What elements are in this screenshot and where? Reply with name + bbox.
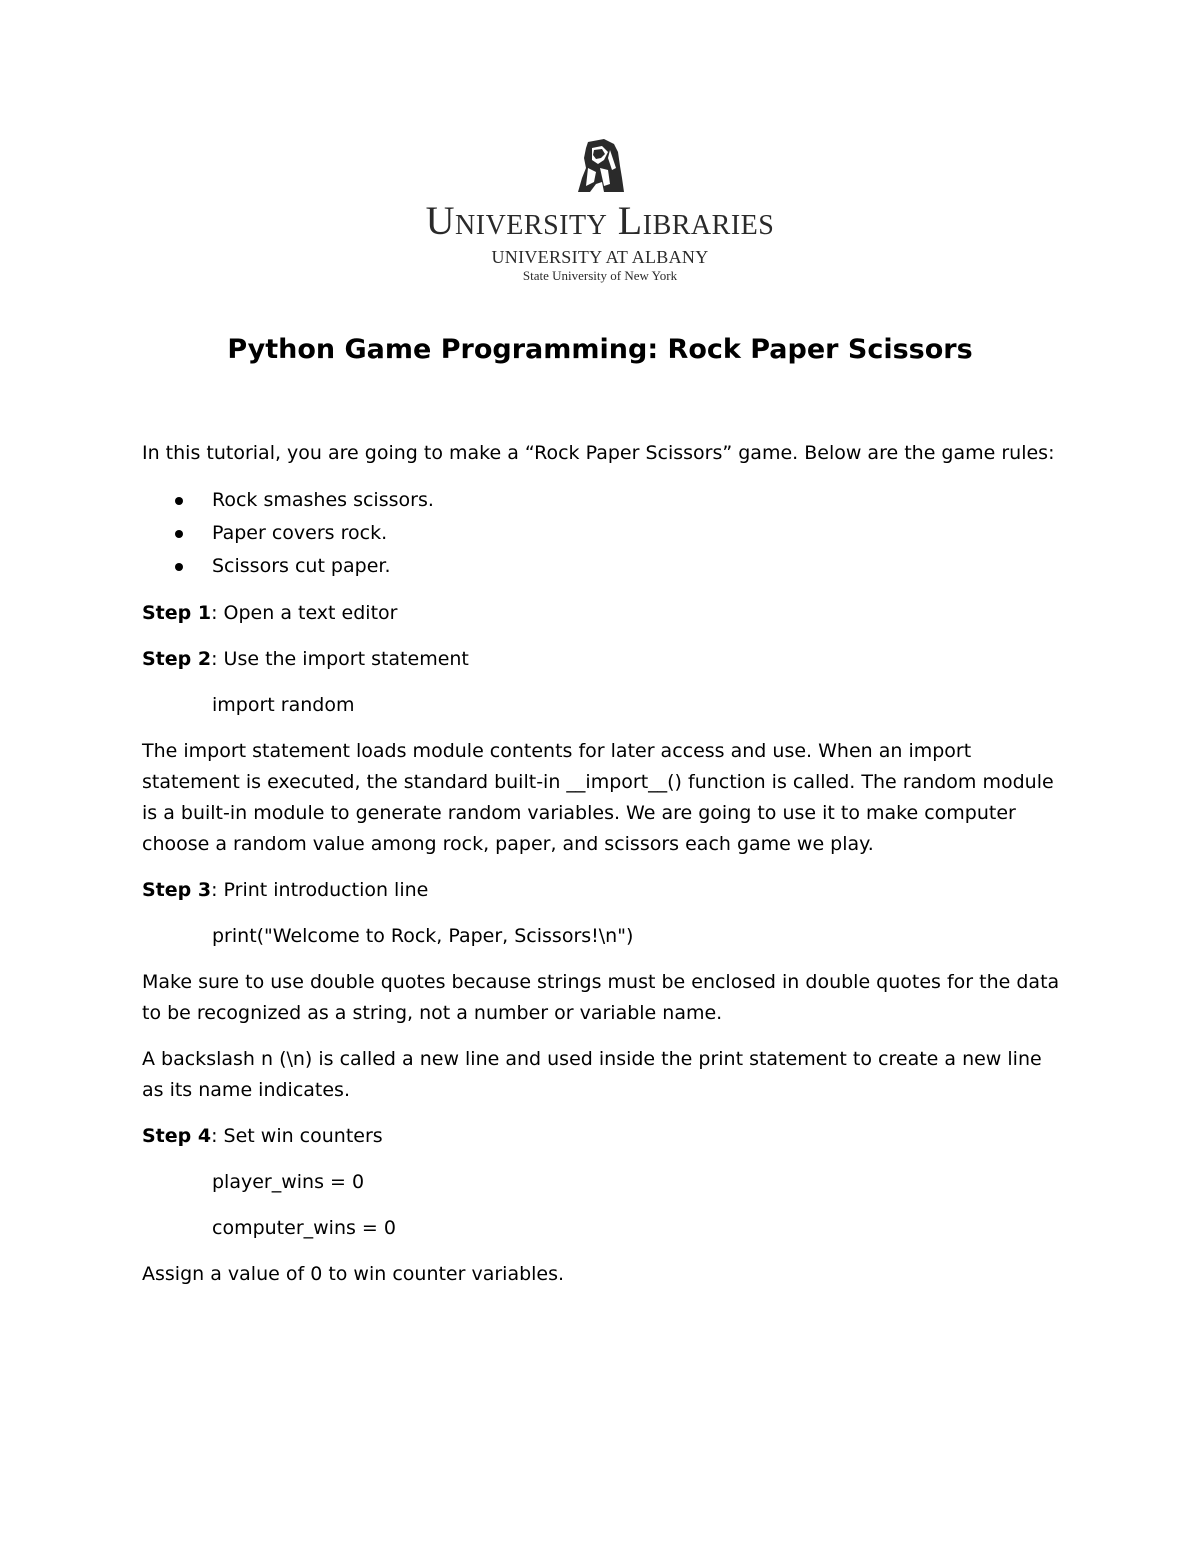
import-explanation: The import statement loads module contents for later access and use. When an import statement is executed, the standard built-in __import__() function is called. The random module is a built-in module to generate random variables. We are going to use it to make computer choose a random value among rock, paper, and scissors each game we play. <box>142 740 1054 855</box>
step-2 <box>142 644 1062 675</box>
step-text: : Print introduction line <box>211 879 429 901</box>
intro-paragraph: In this tutorial, you are going to make a “Rock Paper Scissors” game. Below are the game rules: <box>142 442 1055 464</box>
assign-explanation: Assign a value of 0 to win counter variables. <box>142 1263 565 1285</box>
document-body <box>142 438 1062 1305</box>
code-print: print("Welcome to Rock, Paper, Scissors!\n") <box>212 925 634 947</box>
step-text: : Open a text editor <box>211 602 398 624</box>
code-computer-wins: computer_wins = 0 <box>212 1217 396 1239</box>
step-4 <box>142 1121 1062 1152</box>
step-text: : Use the import statement <box>211 648 469 670</box>
step-label: Step 1 <box>142 602 212 624</box>
bullet-icon <box>175 530 183 538</box>
step-label: Step 3 <box>142 879 212 901</box>
step-1 <box>142 598 1062 629</box>
rules-list <box>142 484 1062 583</box>
logo-sub-text: UNIVERSITY AT ALBANY <box>491 247 709 267</box>
bullet-icon <box>175 497 183 505</box>
step-text: : Set win counters <box>211 1125 383 1147</box>
page-title: Python Game Programming: Rock Paper Scissors <box>227 334 973 365</box>
bullet-icon <box>175 563 183 571</box>
minerva-statue-icon <box>574 138 626 194</box>
logo-subsub-text: State University of New York <box>522 268 678 283</box>
logo-main-text: University Libraries <box>425 198 775 243</box>
university-libraries-logo <box>0 138 1200 284</box>
list-item: Scissors cut paper. <box>142 550 1062 583</box>
step-label: Step 2 <box>142 648 212 670</box>
step-label: Step 4 <box>142 1125 212 1147</box>
code-player-wins: player_wins = 0 <box>212 1171 365 1193</box>
step-3 <box>142 875 1062 906</box>
quotes-explanation: Make sure to use double quotes because strings must be enclosed in double quotes for the data to be recognized as a string, not a number or variable name. <box>142 971 1060 1024</box>
code-import: import random <box>212 694 355 716</box>
list-item: Paper covers rock. <box>142 517 1062 550</box>
newline-explanation: A backslash n (\n) is called a new line and used inside the print statement to create a new line as its name indicates. <box>142 1048 1042 1101</box>
list-item: Rock smashes scissors. <box>142 484 1062 517</box>
